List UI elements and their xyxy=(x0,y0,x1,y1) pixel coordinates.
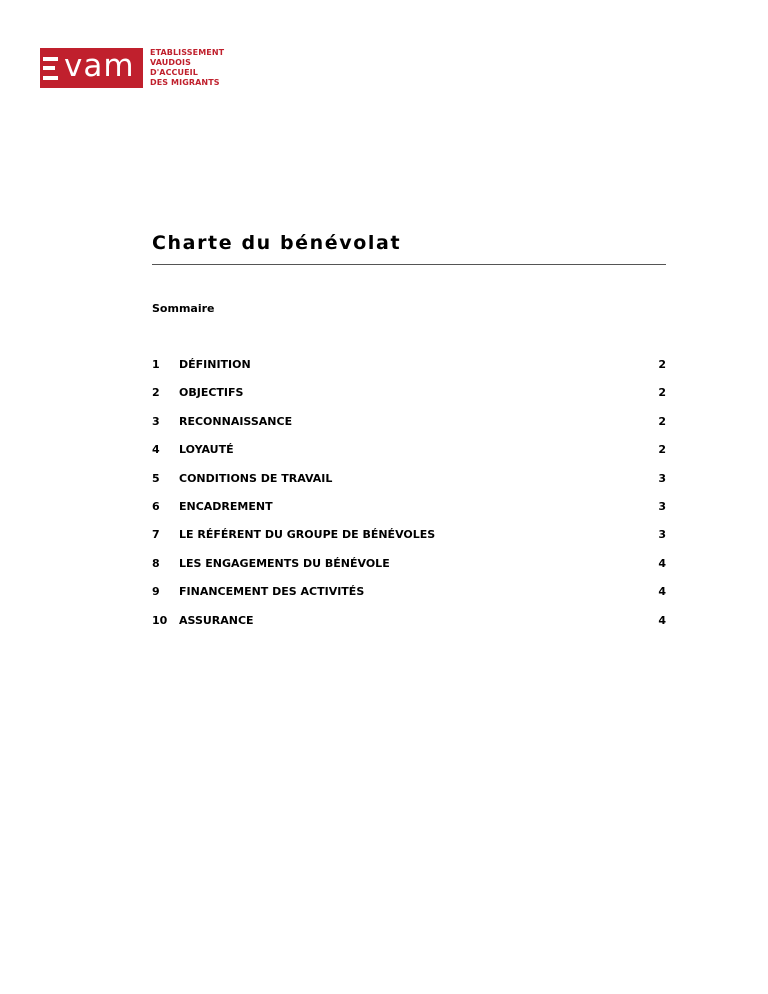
toc-entry[interactable] xyxy=(152,414,666,442)
toc-page-number: 3 xyxy=(658,471,666,485)
logo-line: DES MIGRANTS xyxy=(150,78,220,87)
toc-page-number: 4 xyxy=(658,556,666,570)
toc-page-number: 2 xyxy=(658,443,666,457)
toc-entry[interactable] xyxy=(152,385,666,413)
toc-number: 3 xyxy=(152,414,160,428)
toc-page-number: 2 xyxy=(658,358,666,371)
logo-line: ETABLISSEMENT xyxy=(150,48,225,57)
toc-page-number: 4 xyxy=(658,585,666,599)
summary-heading: Sommaire xyxy=(152,302,215,315)
toc-label: OBJECTIFS xyxy=(179,386,244,400)
toc-number: 5 xyxy=(152,471,160,485)
toc-number: 6 xyxy=(152,499,160,513)
logo-line: VAUDOIS xyxy=(150,58,191,67)
toc-page-number: 2 xyxy=(658,386,666,400)
toc-entry[interactable] xyxy=(152,584,666,612)
toc-entry[interactable] xyxy=(152,442,666,470)
toc-label: ENCADREMENT xyxy=(179,499,273,513)
toc-label: LOYAUTÉ xyxy=(179,443,234,457)
toc-entry[interactable] xyxy=(152,499,666,527)
logo-mark xyxy=(40,48,143,88)
table-of-contents xyxy=(152,357,666,641)
toc-page-number: 4 xyxy=(658,613,666,627)
toc-number: 7 xyxy=(152,528,160,542)
toc-number: 9 xyxy=(152,585,160,599)
logo-line: D'ACCUEIL xyxy=(150,68,198,77)
toc-label: ASSURANCE xyxy=(179,613,254,627)
toc-entry[interactable] xyxy=(152,357,666,385)
toc-label: FINANCEMENT DES ACTIVITÉS xyxy=(179,585,365,599)
logo-institution-name xyxy=(150,48,224,88)
toc-number: 2 xyxy=(152,386,160,400)
document-title: Charte du bénévolat xyxy=(152,232,402,254)
toc-entry[interactable] xyxy=(152,527,666,555)
toc-label: RECONNAISSANCE xyxy=(179,414,293,428)
toc-entry[interactable] xyxy=(152,471,666,499)
logo-e-icon xyxy=(43,57,58,80)
toc-page-number: 2 xyxy=(658,414,666,428)
logo-wordmark: vam xyxy=(64,48,135,84)
toc-number: 4 xyxy=(152,443,160,457)
toc-page-number: 3 xyxy=(658,499,666,513)
toc-number: 10 xyxy=(152,613,168,627)
toc-entry[interactable] xyxy=(152,556,666,584)
toc-label: LE RÉFÉRENT DU GROUPE DE BÉNÉVOLES xyxy=(179,528,436,542)
title-divider xyxy=(152,264,666,265)
evam-logo xyxy=(40,48,224,88)
toc-label: LES ENGAGEMENTS DU BÉNÉVOLE xyxy=(179,556,390,570)
toc-number: 1 xyxy=(152,358,160,371)
toc-entry[interactable] xyxy=(152,613,666,641)
toc-page-number: 3 xyxy=(658,528,666,542)
toc-label: DÉFINITION xyxy=(179,358,251,371)
toc-number: 8 xyxy=(152,556,160,570)
toc-label: CONDITIONS DE TRAVAIL xyxy=(179,471,333,485)
